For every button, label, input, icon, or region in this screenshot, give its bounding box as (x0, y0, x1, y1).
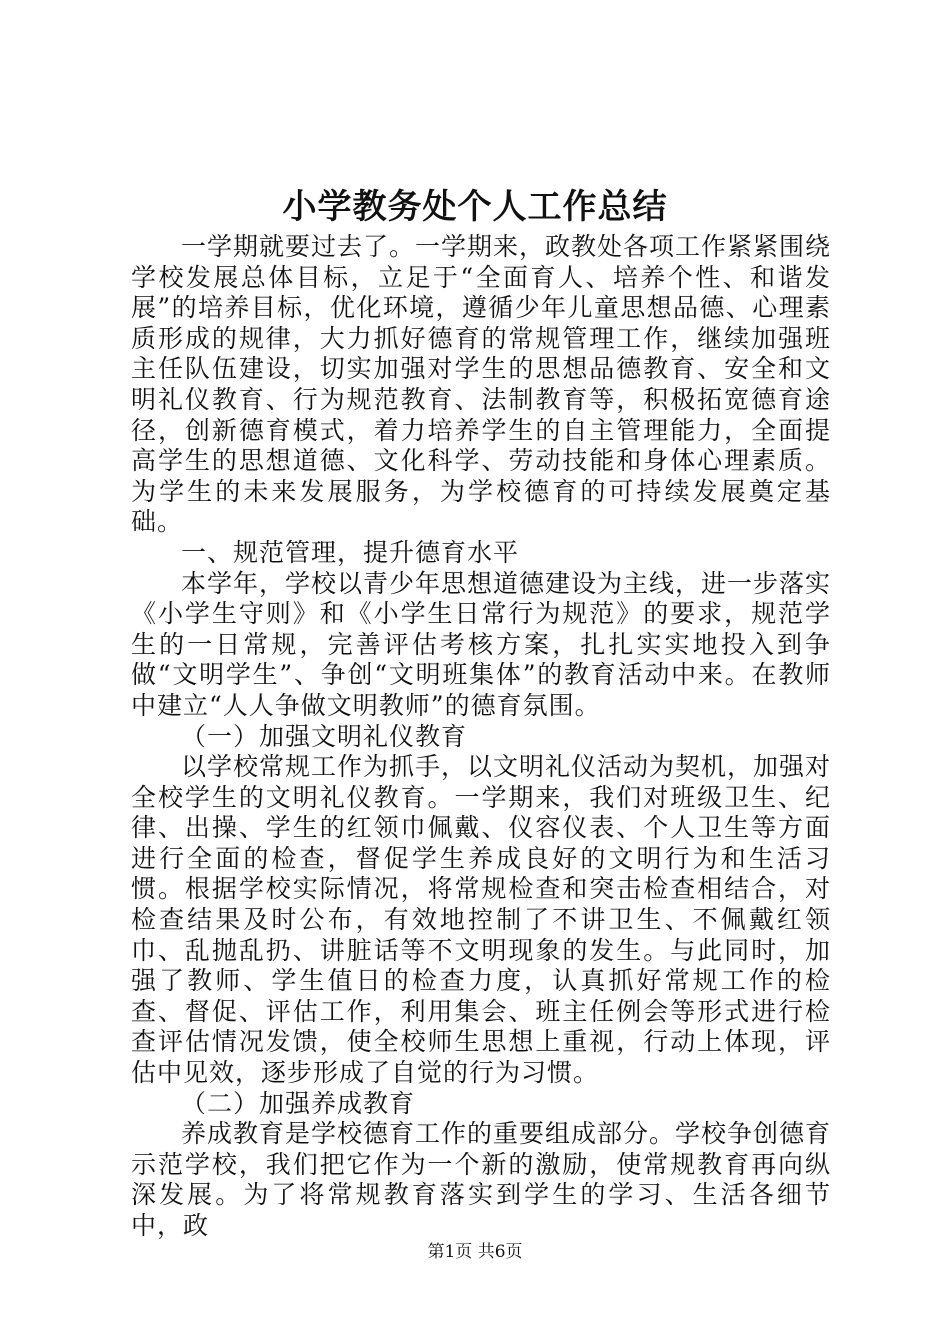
subsection-1-paragraph: 以学校常规工作为抓手，以文明礼仪活动为契机，加强对全校学生的文明礼仪教育。一学期来，我们对班级卫生、纪律、出操、学生的红领巾佩戴、仪容仪表、个人卫生等方面进行全面的检查，督促学生养成良好的文明行为和生活习惯。根据学校实际情况，将常规检查和突击检查相结合，对检查结果及时公布，有效地控制了不讲卫生、不佩戴红领巾、乱抛乱扔、讲脏话等不文明现象的发生。与此同时，加强了教师、学生值日的检查力度，认真抓好常规工作的检查、督促、评估工作，利用集会、班主任例会等形式进行检查评估情况发馈，使全校师生思想上重视，行动上体现，评估中见效，逐步形成了自觉的行为习惯。 (131, 752, 832, 1088)
section-1-paragraph: 本学年，学校以青少年思想道德建设为主线，进一步落实《小学生守则》和《小学生日常行为规范》的要求，规范学生的一日常规，完善评估考核方案，扎扎实实地投入到争做“文明学生”、争创“文明班集体”的教育活动中来。在教师中建立“人人争做文明教师”的德育氛围。 (131, 568, 832, 720)
intro-paragraph: 一学期就要过去了。一学期来，政教处各项工作紧紧围绕学校发展总体目标，立足于“全面育人、培养个性、和谐发展”的培养目标，优化环境，遵循少年儿童思想品德、心理素质形成的规律，大力抓好德育的常规管理工作，继续加强班主任队伍建设，切实加强对学生的思想品德教育、安全和文明礼仪教育、行为规范教育、法制教育等，积极拓宽德育途径，创新德育模式，着力培养学生的自主管理能力，全面提高学生的思想道德、文化科学、劳动技能和身体心理素质。为学生的未来发展服务，为学校德育的可持续发展奠定基础。 (131, 232, 832, 537)
subsection-heading-1: （一）加强文明礼仪教育 (181, 721, 468, 751)
page-footer: 第1页 共6页 (427, 1242, 523, 1262)
document-title: 小学教务处个人工作总结 (282, 187, 668, 227)
subsection-heading-2: （二）加强养成教育 (181, 1088, 416, 1118)
section-heading-1: 一、规范管理，提升德育水平 (181, 537, 520, 567)
subsection-2-paragraph: 养成教育是学校德育工作的重要组成部分。学校争创德育示范学校，我们把它作为一个新的激励，使常规教育再向纵深发展。为了将常规教育落实到学生的学习、生活各细节中，政 (131, 1119, 832, 1240)
document-body (131, 232, 831, 1242)
